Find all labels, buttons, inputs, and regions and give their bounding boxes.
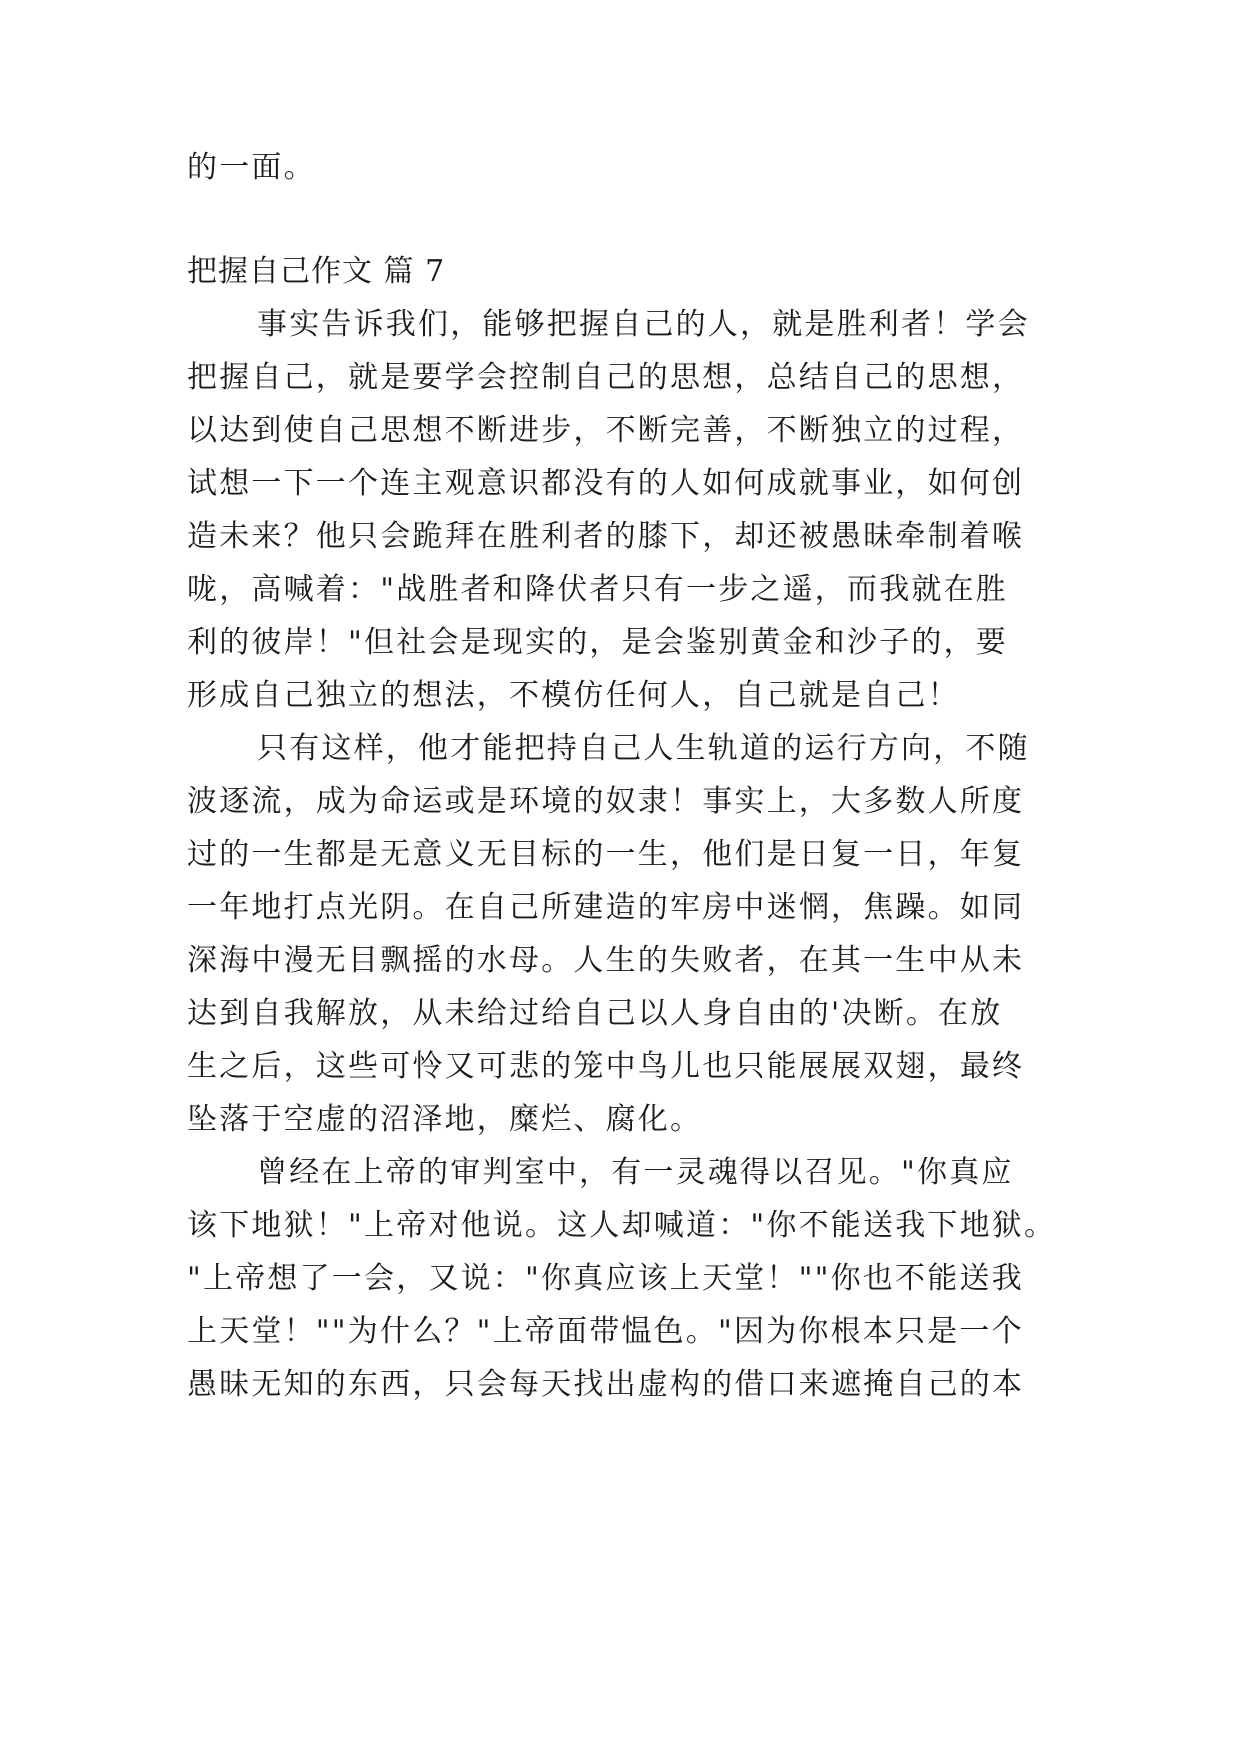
text-line-21: "上帝想了一会，又说："你真应该上天堂！""你也不能送我 bbox=[187, 1261, 1024, 1296]
text-line-9: 利的彼岸！"但社会是现实的，是会鉴别黄金和沙子的，要 bbox=[187, 625, 1008, 660]
text-line-4: 把握自己，就是要学会控制自己的思想，总结自己的思想， bbox=[187, 360, 1025, 395]
text-line-11: 只有这样，他才能把持自己人生轨道的运行方向，不随 bbox=[257, 731, 1030, 766]
text-line-16: 达到自我解放，从未给过给自己以人身自由的'决断。在放 bbox=[187, 996, 1003, 1031]
section-heading: 把握自己作文 篇 7 bbox=[187, 254, 446, 289]
text-line-7: 造未来？他只会跪拜在胜利者的膝下，却还被愚昧牵制着喉 bbox=[187, 519, 1025, 554]
text-line-23: 愚昧无知的东西，只会每天找出虚构的借口来遮掩自己的本 bbox=[187, 1367, 1025, 1402]
text-line-12: 波逐流，成为命运或是环境的奴隶！事实上，大多数人所度 bbox=[187, 784, 1025, 819]
text-line-19: 曾经在上帝的审判室中，有一灵魂得以召见。"你真应 bbox=[257, 1155, 1014, 1190]
text-line-3: 事实告诉我们，能够把握自己的人，就是胜利者！学会 bbox=[257, 307, 1030, 342]
text-line-5: 以达到使自己思想不断进步，不断完善，不断独立的过程， bbox=[187, 413, 1025, 448]
text-line-14: 一年地打点光阴。在自己所建造的牢房中迷惘，焦躁。如同 bbox=[187, 890, 1025, 925]
text-line-15: 深海中漫无目飘摇的水母。人生的失败者，在其一生中从未 bbox=[187, 943, 1025, 978]
text-line-13: 过的一生都是无意义无目标的一生，他们是日复一日，年复 bbox=[187, 837, 1025, 872]
text-line-8: 咙，高喊着："战胜者和降伏者只有一步之遥，而我就在胜 bbox=[187, 572, 1008, 607]
text-line-18: 坠落于空虚的沼泽地，糜烂、腐化。 bbox=[187, 1102, 703, 1137]
text-line-10: 形成自己独立的想法，不模仿任何人，自己就是自己！ bbox=[187, 678, 960, 713]
text-line-6: 试想一下一个连主观意识都没有的人如何成就事业，如何创 bbox=[187, 466, 1025, 501]
text-line-20: 该下地狱！"上帝对他说。这人却喊道："你不能送我下地狱。 bbox=[187, 1208, 1057, 1243]
text-line-17: 生之后，这些可怜又可悲的笼中鸟儿也只能展展双翅，最终 bbox=[187, 1049, 1025, 1084]
text-line-22: 上天堂！""为什么？"上帝面带愠色。"因为你根本只是一个 bbox=[187, 1314, 1024, 1349]
text-line-1: 的一面。 bbox=[187, 150, 316, 185]
